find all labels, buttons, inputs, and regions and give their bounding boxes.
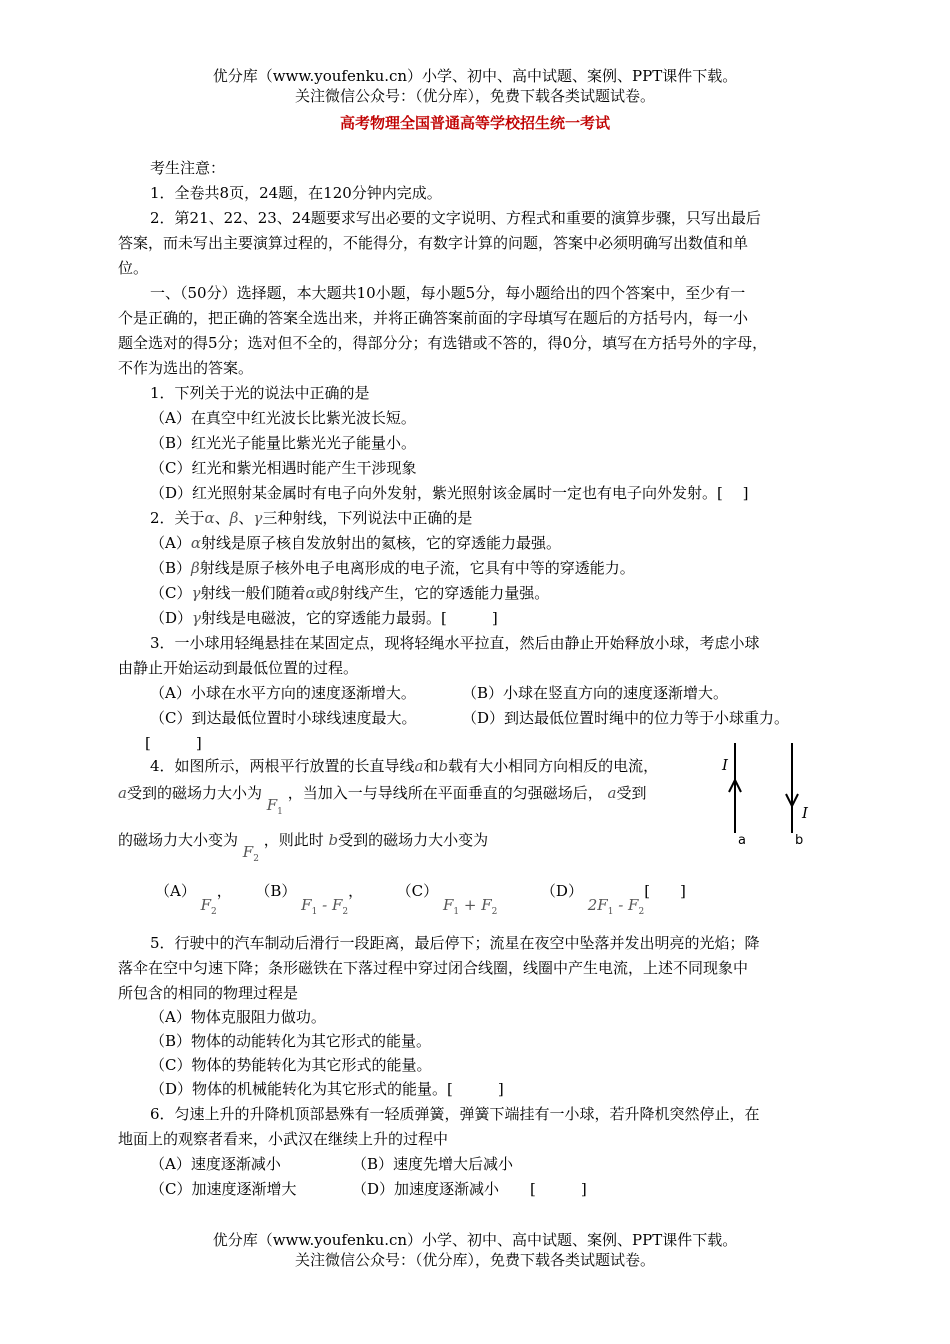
q6-option-a: （A）速度逐渐减小 xyxy=(150,1155,281,1173)
notice-line-1: 1．全卷共8页，24题，在120分钟内完成。 xyxy=(150,184,442,202)
q5-line-b: 落伞在空中匀速下降；条形磁铁在下落过程中穿过闭合线圈，线圈中产生电流，上述不同现象中 xyxy=(118,959,749,977)
q6-option-d: （D）加速度逐渐减小 xyxy=(352,1180,500,1198)
q1-stem: 1．下列关于光的说法中正确的是 xyxy=(150,384,370,402)
q6-line-b: 地面上的观察者看来，小武汉在继续上升的过程中 xyxy=(118,1130,449,1148)
q2-option-c: （C）γ射线一般们随着α或β射线产生，它的穿透能力量强。 xyxy=(150,584,550,602)
wire-label-b: b xyxy=(795,833,804,848)
alpha-symbol: α xyxy=(204,509,215,527)
q1-option-b: （B）红光光子能量比紫光光子能量小。 xyxy=(150,434,417,452)
q4-line-1: 4．如图所示，两根平行放置的长直导线a和b载有大小相同方向相反的电流， xyxy=(150,757,659,775)
q3-option-d: （D）到达最低位置时绳中的位力等于小球重力。 xyxy=(462,709,790,727)
notice-line-2b: 答案，而未写出主要演算过程的，不能得分，有数字计算的问题，答案中必须明确写出数值和单 xyxy=(118,234,749,252)
q3-option-a: （A）小球在水平方向的速度逐渐增大。 xyxy=(150,684,416,702)
footer-line-1: 优分库（www.youfenku.cn）小学、初中、高中试题、案例、PPT课件下载。 xyxy=(212,1231,738,1249)
q5-option-b: （B）物体的动能转化为其它形式的能量。 xyxy=(150,1032,432,1050)
q3-option-c: （C）到达最低位置时小球线速度最大。 xyxy=(150,709,417,727)
gamma-symbol: γ xyxy=(253,509,263,527)
current-label-b: I xyxy=(802,804,808,822)
section1-line-c: 题全选对的得5分；选对但不全的，得部分分；有选错或不答的，得0分，填写在方括号外的字母， xyxy=(118,334,768,352)
section1-line-d: 不作为选出的答案。 xyxy=(118,359,254,377)
q3-option-b: （B）小球在竖直方向的速度逐渐增大。 xyxy=(462,684,729,702)
q5-option-d: （D）物体的机械能转化为其它形式的能量。[ ] xyxy=(150,1080,504,1098)
q4-line-2: a受到的磁场力大小为 $F_1$ ，当加入一与导线所在平面垂直的匀强磁场后， a受到 xyxy=(118,784,647,817)
q1-option-a: （A）在真空中红光波长比紫光波长短。 xyxy=(150,409,416,427)
q3-line-b: 由静止开始运动到最低位置的过程。 xyxy=(118,659,359,677)
q2-option-d: （D）γ射线是电磁波，它的穿透能力最弱。[ ] xyxy=(150,609,498,627)
notice-heading: 考生注意： xyxy=(150,159,226,177)
q3-answer-bracket: [ ] xyxy=(145,734,202,752)
q5-option-a: （A）物体克服阻力做功。 xyxy=(150,1008,326,1026)
q6-option-c: （C）加速度逐渐增大 xyxy=(150,1180,297,1198)
q2-stem: 2．关于α、β、γ三种射线，下列说法中正确的是 xyxy=(150,509,473,527)
header-line-1: 优分库（www.youfenku.cn）小学、初中、高中试题、案例、PPT课件下载。 xyxy=(212,67,738,85)
q3-line-a: 3．一小球用轻绳悬挂在某固定点，现将轻绳水平拉直，然后由静止开始释放小球，考虑小球 xyxy=(150,634,760,652)
q1-option-c: （C）红光和紫光相遇时能产生干涉现象 xyxy=(150,459,417,477)
q6-answer-bracket: [ ] xyxy=(530,1180,587,1198)
parallel-wires-figure xyxy=(720,738,835,848)
q4-line-3: 的磁场力大小变为 $F_2$ ，则此时 b受到的磁场力大小变为 xyxy=(118,831,489,864)
current-label-a: I xyxy=(722,756,728,774)
section1-line-b: 个是正确的，把正确的答案全选出来，并将正确答案前面的字母填写在题后的方括号内，每一小 xyxy=(118,309,749,327)
q5-option-c: （C）物体的势能转化为其它形式的能量。 xyxy=(150,1056,432,1074)
beta-symbol: β xyxy=(229,509,239,527)
q2-option-a: （A）α射线是原子核自发放射出的氦核，它的穿透能力最强。 xyxy=(150,534,561,552)
section1-line-a: 一、（50分）选择题，本大题共10小题，每小题5分，每小题给出的四个答案中，至少有一 xyxy=(150,284,746,302)
q5-line-a: 5．行驶中的汽车制动后滑行一段距离，最后停下；流星在夜空中坠落并发出明亮的光焰；降 xyxy=(150,934,760,952)
q2-option-b: （B）β射线是原子核外电子电离形成的电子流，它具有中等的穿透能力。 xyxy=(150,559,635,577)
page-title: 高考物理全国普通高等学校招生统一考试 xyxy=(339,114,610,132)
q4-options: （A） $F_2$， （B） $F_1 - F_2$， （C） $F_1 + F_2$ （D） $2F_1 - F_2$[ ] xyxy=(155,882,686,917)
notice-line-2c: 位。 xyxy=(118,259,149,277)
q6-line-a: 6．匀速上升的升降机顶部悬殊有一轻质弹簧，弹簧下端挂有一小球，若升降机突然停止，在 xyxy=(150,1105,760,1123)
notice-line-2a: 2．第21、22、23、24题要求写出必要的文字说明、方程式和重要的演算步骤，只写出最后 xyxy=(150,209,761,227)
wire-label-a: a xyxy=(738,833,746,848)
footer-line-2: 关注微信公众号：（优分库），免费下载各类试题试卷。 xyxy=(294,1251,655,1269)
q6-option-b: （B）速度先增大后减小 xyxy=(352,1155,514,1173)
header-line-2: 关注微信公众号：（优分库），免费下载各类试题试卷。 xyxy=(294,87,655,105)
q5-line-c: 所包含的相同的物理过程是 xyxy=(118,984,299,1002)
q1-option-d: （D）红光照射某金属时有电子向外发射，紫光照射该金属时一定也有电子向外发射。[ ] xyxy=(150,484,749,502)
